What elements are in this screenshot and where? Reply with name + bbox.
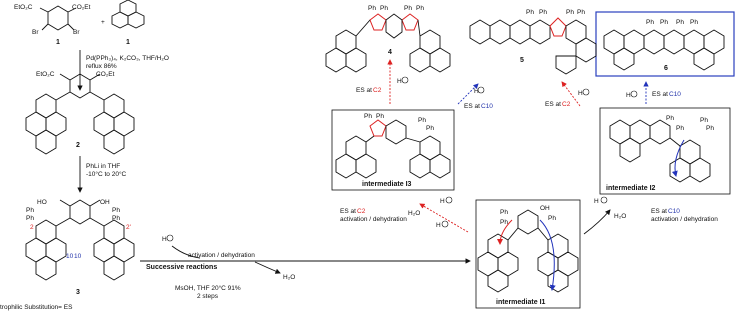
compound-1-structure (40, 6, 76, 30)
proton-label-5-left: H (474, 88, 479, 95)
intermediate-i2-structure (610, 120, 710, 182)
proton-label-mid-a: H (440, 198, 445, 205)
es-c2-position-4: C2 (373, 87, 382, 94)
es-c2-label-5: ES at (545, 101, 561, 108)
phenyl-label-i3b: Ph (376, 113, 384, 120)
proton-label-right: H (594, 198, 599, 205)
proton-circle-5-right (583, 89, 589, 95)
intermediate-i2-box (600, 108, 730, 194)
intermediate-i1-label: intermediate I1 (496, 299, 546, 306)
proton-label-5-right: H (578, 90, 583, 97)
activation-dehydration-label: activation / dehydration (188, 252, 255, 259)
phenyl-label-4b: Ph (380, 5, 388, 12)
es-c10-position-5: C10 (481, 103, 493, 110)
water-label-right: H₂O (614, 213, 627, 220)
phenyl-label-i2b: Ph (676, 125, 684, 132)
phenyl-label-3c: Ph (112, 207, 120, 214)
proton-circle-right (601, 197, 607, 203)
compound-1b-number: 1 (126, 39, 130, 46)
es-c2-mid-position: C2 (357, 208, 366, 215)
phenyl-label-i1a: Ph (500, 209, 508, 216)
hydroxy-left-label: HO (37, 199, 47, 206)
intermediate-i1-structure (478, 210, 578, 292)
proton-circle-mid-b (442, 221, 448, 227)
proton-label-mid-b: H (436, 222, 441, 229)
compound-2-number: 2 (76, 142, 80, 149)
proton-circle-mid-a (446, 197, 452, 203)
proton-label-main: H (162, 236, 167, 243)
phenyl-label-5d: Ph (577, 9, 585, 16)
proton-label-top-right: H (626, 92, 631, 99)
phenyl-label-i2c: Ph (700, 117, 708, 124)
ester-right-label-1: CO₂Et (72, 4, 91, 11)
phenyl-label-3d: Ph (112, 215, 120, 222)
phenyl-label-i3d: Ph (426, 125, 434, 132)
es-c2-position-5: C2 (562, 101, 571, 108)
phenyl-label-5c: Ph (566, 9, 574, 16)
intermediate-i3-label: intermediate I3 (362, 181, 412, 188)
step1-conditions-line2: reflux 86% (86, 63, 117, 70)
step2-conditions-line1: PhLi in THF (86, 163, 121, 170)
proton-circle-main (167, 235, 173, 241)
es-c2-mid-activation: activation / dehydration (340, 216, 407, 223)
position-10prime-label: 10 (74, 253, 82, 260)
step2-conditions-line2: -10°C to 20°C (86, 171, 127, 178)
phenyl-label-5a: Ph (526, 9, 534, 16)
successive-reactions-label: Successive reactions (146, 264, 218, 271)
proton-circle-top-right (631, 91, 637, 97)
phenyl-label-6a: Ph (646, 19, 654, 26)
compound-1-number: 1 (56, 39, 60, 46)
compound-6-number: 6 (664, 65, 668, 72)
compound-6-structure (604, 30, 724, 70)
hydroxy-label-i1: OH (540, 205, 550, 212)
position-10-label: 10 (66, 253, 74, 260)
proton-circle-4 (402, 77, 408, 83)
es-c10-right-activation: activation / dehydration (651, 216, 718, 223)
compound-3-number: 3 (76, 289, 80, 296)
water-label-mid: H₂O (408, 210, 421, 217)
proton-circle-5-left (478, 87, 484, 93)
phenyl-label-i2a: Ph (666, 115, 674, 122)
step1-conditions-line1: Pd(PPh₃)₄, K₂CO₃, THF/H₂O (86, 55, 169, 62)
ester-right-label-2: CO₂Et (96, 71, 115, 78)
water-label-main: H₂O (283, 274, 296, 281)
es-c10-label-5: ES at (464, 103, 480, 110)
es-c2-arrow-mid (420, 204, 468, 232)
phenyl-label-4c: Ph (404, 5, 412, 12)
phenyl-label-3a: Ph (26, 207, 34, 214)
msoh-conditions-label: MsOH, THF 20°C 91% (175, 285, 241, 292)
water-loss-arrow (255, 262, 280, 273)
es-c2-label-4: ES at (356, 87, 372, 94)
position-2-label: 2 (30, 224, 34, 231)
two-steps-label: 2 steps (197, 293, 218, 300)
ester-left-label-1: EtO₂C (14, 4, 33, 11)
pyrene-reagent-structure (112, 0, 144, 28)
plus-sign: + (101, 19, 105, 26)
ester-left-label-2: EtO₂C (36, 71, 55, 78)
hydroxy-right-label: OH (100, 199, 110, 206)
phenyl-label-3b: Ph (26, 215, 34, 222)
position-2prime-label: 2' (126, 224, 131, 231)
es-c10-right-position: C10 (668, 208, 680, 215)
intermediate-i2-label: intermediate I2 (606, 185, 656, 192)
phenyl-label-5b: Ph (539, 9, 547, 16)
es-c10-top-position: C10 (669, 91, 681, 98)
phenyl-label-6d: Ph (690, 19, 698, 26)
phenyl-label-i1c: Ph (548, 215, 556, 222)
phenyl-label-i3c: Ph (418, 117, 426, 124)
phenyl-label-4a: Ph (368, 5, 376, 12)
bromo-right-label: Br (73, 29, 80, 36)
footnote: trophilic Substitution= ES (0, 304, 73, 311)
phenyl-label-4d: Ph (416, 5, 424, 12)
phenyl-label-i2d: Ph (706, 125, 714, 132)
es-c10-right-label: ES at (651, 208, 667, 215)
proton-label-4: H (397, 78, 402, 85)
phenyl-label-6c: Ph (676, 19, 684, 26)
compound-4-number: 4 (388, 49, 392, 56)
phenyl-label-6b: Ph (660, 19, 668, 26)
phenyl-label-i3a: Ph (364, 113, 372, 120)
phenyl-label-i1b: Ph (500, 219, 508, 226)
compound-5-structure (470, 18, 596, 74)
es-c10-arrow-right (584, 210, 610, 234)
bromo-left-label: Br (32, 29, 39, 36)
compound-4-structure (326, 14, 450, 72)
es-c10-top-label: ES at (652, 91, 668, 98)
es-c2-mid-label: ES at (340, 208, 356, 215)
compound-5-number: 5 (520, 57, 524, 64)
